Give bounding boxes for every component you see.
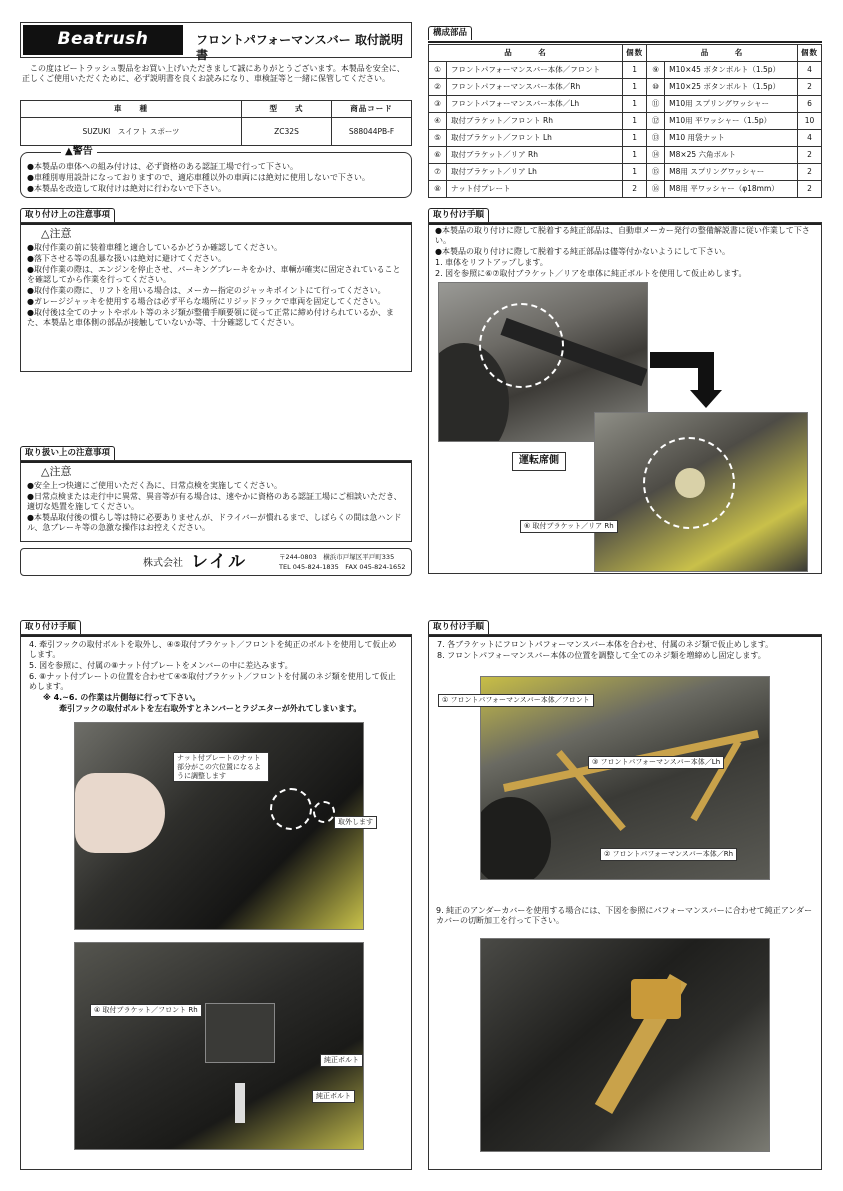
bracket-shape: [631, 979, 681, 1019]
part-number: ⑩: [647, 79, 665, 96]
part-qty: 1: [623, 79, 647, 96]
parts-row: [429, 147, 822, 164]
part-number: ⑪: [647, 96, 665, 113]
highlight-circle: [270, 788, 312, 830]
part-number: ③: [429, 96, 447, 113]
part-name: M10×45 ボタンボルト（1.5p）: [665, 62, 798, 79]
procedure-note: 牽引フックの取付ボルトを左右取外すとネンバーとラジエターが外れてしまいます。: [59, 704, 362, 713]
company-tel: TEL 045-824-1835 FAX 045-824-1652: [279, 563, 406, 571]
page-title: フロントパフォーマンスバー 取付説明書: [196, 33, 403, 62]
part-name: 取付ブラケット／リア Lh: [447, 164, 623, 181]
stock-bolt-label: 純正ボルト: [320, 1054, 363, 1067]
parts-name-header: 品 名: [429, 45, 623, 62]
parts-row: [429, 164, 822, 181]
part-qty: 1: [623, 147, 647, 164]
bar-lh-shape: [690, 740, 741, 821]
procedure-step: 8. フロントパフォーマンスバー本体の位置を調整して全てのネジ類を増締めし固定します。: [437, 651, 766, 660]
procedure-note: ●本製品の取り付けに際して脱着する純正部品は、自動車メーカー発行の整備解説書に従い作業して下さい。: [435, 226, 810, 245]
part-qty: 2: [798, 164, 822, 181]
handling-caution-title: △注意: [41, 465, 72, 478]
parts-row: [429, 130, 822, 147]
procedure2-heading: 取り付け手順: [20, 620, 412, 637]
photo-rear-bracket-closeup: [594, 412, 808, 572]
part-number: ⑤: [429, 130, 447, 147]
procedure-step: 5. 図を参照に、付属の⑧ナット付プレートをメンバーの中に差込みます。: [29, 661, 293, 670]
company-box: [20, 548, 412, 576]
part-number: ⑯: [647, 181, 665, 198]
parts-name-header: 品 名: [647, 45, 798, 62]
bar-rh-label: ② フロントパフォーマンスバー本体／Rh: [600, 848, 737, 861]
parts-row: [429, 181, 822, 198]
part-number: ⑫: [647, 113, 665, 130]
parts-qty-header: 個数: [798, 45, 822, 62]
parts-row: [429, 113, 822, 130]
caution-triangle-icon: △: [41, 465, 50, 478]
part-name: M8用 平ワッシャー（φ18mm）: [665, 181, 798, 198]
company-name: レイル: [191, 552, 248, 572]
caution-item: ●ガレージジャッキを使用する場合は必ず平らな場所にリジッドラックで車両を固定してください。: [27, 296, 386, 306]
warning-item: ●本製品を改造して取付けは絶対に行わないで下さい。: [27, 184, 226, 193]
part-qty: 1: [623, 130, 647, 147]
nut-plate-callout: ナット付プレートのナット部分がこの穴位置になるように調整します: [173, 752, 269, 782]
part-name: フロントパフォーマンスバー本体／Lh: [447, 96, 623, 113]
part-number: ⑬: [647, 130, 665, 147]
bar-lh-label: ③ フロントパフォーマンスバー本体／Lh: [588, 756, 724, 769]
part-number: ⑭: [647, 147, 665, 164]
part-qty: 1: [623, 113, 647, 130]
part-qty: 4: [798, 130, 822, 147]
warning-triangle-icon: ▲: [65, 146, 73, 157]
bolt-shape: [675, 468, 705, 498]
part-qty: 2: [798, 79, 822, 96]
procedure-note: ●本製品の取り付けに際して脱着する純正部品は儘等付かないようにして下さい。: [435, 247, 730, 256]
part-qty: 1: [623, 96, 647, 113]
procedure-step-9: 9. 純正のアンダーカバーを使用する場合には、下図を参照にパフォーマンスバーに合わせて純正アンダーカバーの切断加工を行って下さい。: [436, 906, 813, 925]
caution-item: ●日常点検または走行中に異常、異音等が有る場合は、速やかに資格のある認証工場にご相談いただき、適切な処置を施してください。: [27, 491, 402, 511]
part-qty: 10: [798, 113, 822, 130]
install-caution-box: [20, 222, 412, 372]
warning-item: ●車種別専用設計になっておりますので、適応車種以外の車両には絶対に使用しないで下さい。: [27, 173, 370, 182]
title-box: [20, 22, 412, 62]
part-name: 取付ブラケット／フロント Rh: [447, 113, 623, 130]
part-name: フロントパフォーマンスバー本体／Rh: [447, 79, 623, 96]
procedure-step: 2. 図を参照に⑥⑦取付ブラケット／リアを車体に純正ボルトを使用して仮止めします。: [435, 269, 747, 278]
part-number: ⑦: [429, 164, 447, 181]
part-number: ⑨: [647, 62, 665, 79]
code-value: S88044PB-F: [332, 118, 412, 146]
part-qty: 1: [623, 164, 647, 181]
photo-under-cover: [480, 938, 770, 1152]
caution-item: ●落下させる等の乱暴な扱いは絶対に避けてください。: [27, 253, 226, 263]
bar-front-label: ① フロントパフォーマンスバー本体／フロント: [438, 694, 594, 707]
parts-heading: 構成部品: [428, 26, 822, 43]
part-number: ⑮: [647, 164, 665, 181]
procedure3-heading: 取り付け手順: [428, 620, 822, 637]
install-caution-title: △注意: [41, 227, 72, 240]
part-number: ⑥: [429, 147, 447, 164]
parts-row: [429, 62, 822, 79]
highlight-circle: [479, 303, 564, 388]
caution-item: ●取付作業の際に、リフトを用いる場合は、メーカー指定のジャッキポイントにて行ってください。: [27, 285, 386, 295]
part-name: M8用 スプリングワッシャー: [665, 164, 798, 181]
part-name: フロントパフォーマンスバー本体／フロント: [447, 62, 623, 79]
part-qty: 2: [798, 181, 822, 198]
procedure-step: 6. ⑧ナット付プレートの位置を合わせて④⑤取付ブラケット／フロントを付属のネジ類を使用して仮止めします。: [29, 672, 396, 691]
part-name: 取付ブラケット／リア Rh: [447, 147, 623, 164]
code-header: 商品コード: [332, 101, 412, 118]
arrow-down-icon: [690, 390, 722, 408]
caution-item: ●本製品取付後の慣らし等は特に必要ありませんが、ドライバーが慣れるまで、しばらくの間は急ハンドル、急ブレーキ等の急激な操作はお控えください。: [27, 512, 402, 532]
part-name: M8×25 六角ボルト: [665, 147, 798, 164]
bracket-rear-label: ⑥ 取付ブラケット／リア Rh: [520, 520, 618, 533]
caution-item: ●取付作業の前に装着車種と適合しているかどうか確認してください。: [27, 242, 282, 252]
vehicle-table: [20, 100, 412, 146]
bolt-shape: [235, 1083, 245, 1123]
arrow-shaft: [698, 352, 714, 392]
part-name: M10×25 ボタンボルト（1.5p）: [665, 79, 798, 96]
intro-text: この度はビートラッシュ製品をお買い上げいただきまして誠にありがとうございます。本製品を安全に、正しくご使用いただくために、必ず説明書を良くお読みになり、車検証等と一緒に保管してください。: [22, 64, 405, 83]
warning-box: [20, 146, 412, 198]
procedure1-heading: 取り付け手順: [428, 208, 822, 225]
highlight-circle: [313, 801, 335, 823]
handling-caution-box: [20, 460, 412, 542]
caution-item: ●取付後は全てのナットやボルト等のネジ類が整備手順要領に従って正常に締め付けられているか、また、本製品と車体側の部品が接触していないか等、十分確認してください。: [27, 307, 394, 327]
warning-title: ▲警告: [61, 146, 97, 159]
part-qty: 4: [798, 62, 822, 79]
part-number: ②: [429, 79, 447, 96]
part-number: ①: [429, 62, 447, 79]
driver-side-label: 運転席側: [512, 452, 566, 471]
procedure-step: 1. 車体をリフトアップします。: [435, 258, 548, 267]
remove-callout: 取外します: [334, 816, 377, 829]
caution-triangle-icon: △: [41, 227, 50, 240]
part-number: ⑧: [429, 181, 447, 198]
model-value: ZC32S: [242, 118, 332, 146]
part-name: ナット付プレート: [447, 181, 623, 198]
part-qty: 6: [798, 96, 822, 113]
caution-item: ●取付作業の際は、エンジンを停止させ、パーキングブレーキをかけ、車輌が確実に固定されていることを確認してから作業を行ってください。: [27, 264, 401, 284]
part-qty: 2: [623, 181, 647, 198]
warning-item: ●本製品の車体への組み付けは、必ず資格のある認証工場で行って下さい。: [27, 162, 298, 171]
parts-row: [429, 96, 822, 113]
arrow-elbow: [650, 352, 700, 368]
part-name: M10用 スプリングワッシャー: [665, 96, 798, 113]
brand-logo: Beatrush: [23, 25, 183, 55]
install-caution-heading: 取り付け上の注意事項: [20, 208, 412, 225]
procedure-note: ※ 4.~6. の作業は片側毎に行って下さい。: [43, 693, 201, 702]
company-prefix: 株式会社: [143, 558, 183, 569]
procedure-step: 4. 牽引フックの取付ボルトを取外し、④⑤取付ブラケット／フロントを純正のボルトを使用して仮止めします。: [29, 640, 397, 659]
model-header: 型 式: [242, 101, 332, 118]
parts-row: [429, 79, 822, 96]
bracket-front-label: ④ 取付ブラケット／フロント Rh: [90, 1004, 202, 1017]
stock-bolt-label: 純正ボルト: [312, 1090, 355, 1103]
part-qty: 1: [623, 62, 647, 79]
photo-front-bracket: [74, 942, 364, 1150]
company-address: 〒244-0803 横浜市戸塚区平戸町335: [279, 553, 395, 561]
procedure-step: 7. 各ブラケットにフロントパフォーマンスバー本体を合わせ、付属のネジ類で仮止めします。: [437, 640, 774, 649]
tire-shape: [480, 797, 551, 880]
hand-shape: [75, 773, 165, 853]
caution-item: ●安全上つ快適にご使用いただく為に、日常点検を実施してください。: [27, 480, 282, 490]
parts-qty-header: 個数: [623, 45, 647, 62]
vehicle-header: 車 種: [21, 101, 242, 118]
part-number: ④: [429, 113, 447, 130]
bracket-shape: [205, 1003, 275, 1063]
part-name: M10用 平ワッシャー（1.5p）: [665, 113, 798, 130]
handling-caution-heading: 取り扱い上の注意事項: [20, 446, 412, 463]
parts-table: [428, 44, 822, 198]
vehicle-value: SUZUKI スイフト スポーツ: [21, 118, 242, 146]
part-name: M10 用袋ナット: [665, 130, 798, 147]
part-qty: 2: [798, 147, 822, 164]
part-name: 取付ブラケット／フロント Lh: [447, 130, 623, 147]
